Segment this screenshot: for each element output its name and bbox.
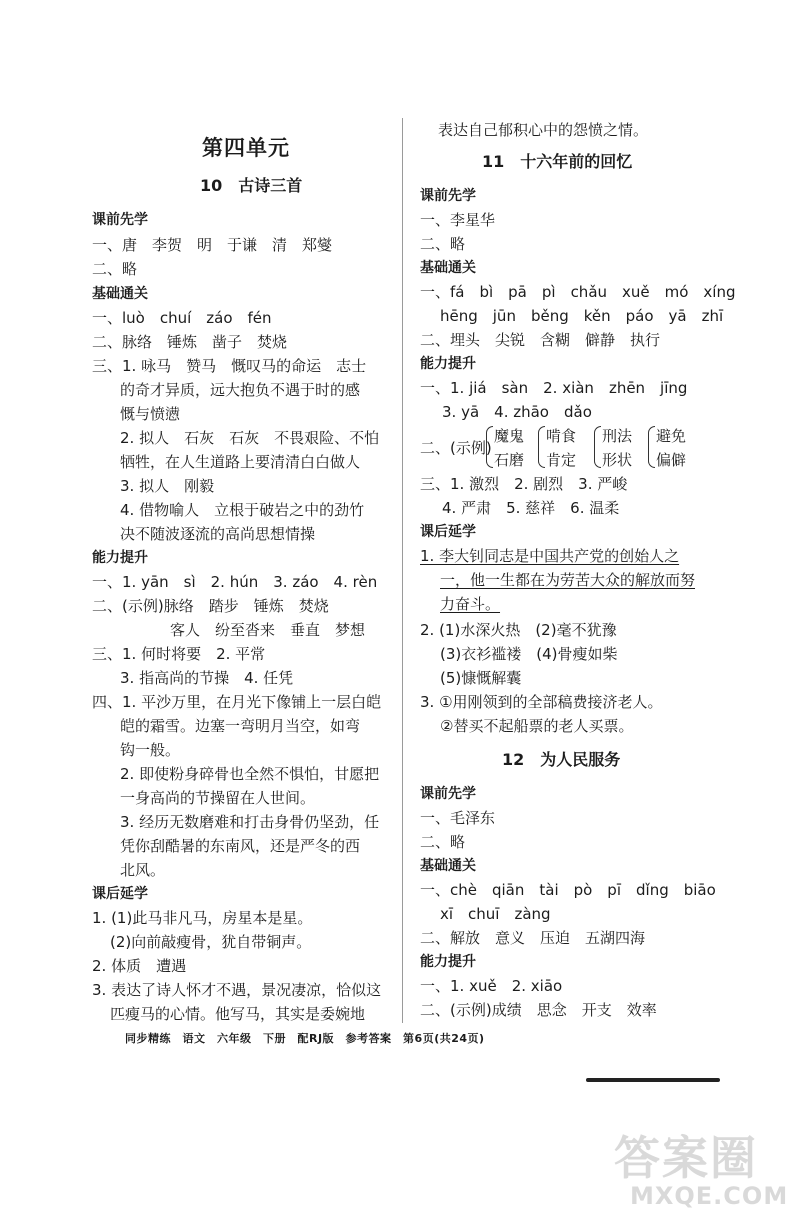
answer-line: 二、(示例)成绩 思念 开支 效率 [420,1001,657,1019]
answer-line: 四、1. 平沙万里，在月光下像铺上一层白皑 [92,693,382,711]
watermark-domain: MXQE.COM [630,1182,789,1210]
answer-line: 一、1. yān sì 2. hún 3. záo 4. rèn [92,573,378,591]
answer-line: hēng jūn běng kěn páo yā zhī [440,307,724,325]
watermark-logo [600,1118,790,1218]
answer-line: 3. 表达了诗人怀才不遇，景况凄凉，恰似这 [92,981,382,999]
answer-line: 凭你刮酷暑的东南风，还是严冬的西 [120,837,361,855]
brace [538,426,545,468]
answer-line: 牺牲，在人生道路上要清清白白做人 [120,453,361,471]
answer-line: 1. (1)此马非凡马，房星本是星。 [92,909,313,927]
answer-line: 二、略 [92,260,138,278]
answer-line: 2. 体质 遭遇 [92,957,187,975]
answer-line: (3)衣衫褴褛 (4)骨瘦如柴 [440,645,618,663]
section-heading-preview: 课前先学 [420,188,476,204]
answer-line: 3. 指高尚的节操 4. 任凭 [120,669,294,687]
section-heading-ability: 能力提升 [420,356,476,372]
answer-line: 北风。 [120,861,166,879]
lesson-10-title: 10 古诗三首 [200,176,303,195]
answer-line: (5)慷慨解囊 [440,669,522,687]
answer-line: 二、解放 意义 压迫 五湖四海 [420,929,646,947]
section-heading-ability: 能力提升 [92,550,148,566]
answer-line: 3. ①用刚领到的全部稿费接济老人。 [420,693,663,711]
answer-line: 一、唐 李贺 明 于谦 清 郑燮 [92,236,333,254]
answer-line: 一、fá bì pā pì chǎu xuě mó xíng [420,283,736,301]
word-pair-bottom: 形状 [602,451,633,469]
section-heading-extension: 课后延学 [420,524,476,540]
answer-line: 一、luò chuí záo fén [92,309,272,327]
word-pair-top: 啃食 [546,427,577,445]
answer-line: 二、略 [420,833,466,851]
answer-line: 二、略 [420,235,466,253]
answer-line: 表达自己郁积心中的怨愤之情。 [438,121,649,139]
answer-line: 一、李星华 [420,211,496,229]
answer-line: 二、(示例) [420,439,492,457]
answer-line: 一、chè qiān tài pò pī dǐng biāo [420,881,716,899]
page-footer: 同步精练 语文 六年级 下册 配RJ版 参考答案 第6页(共24页) [125,1032,485,1045]
watermark-text: 答案圈 [614,1131,758,1185]
brace [648,426,655,468]
answer-line: 客人 纷至沓来 垂直 梦想 [170,621,366,639]
answer-line: 三、1. 何时将要 2. 平常 [92,645,266,663]
section-heading-basic: 基础通关 [420,260,476,276]
answer-line: 2. 拟人 石灰 石灰 不畏艰险、不怕 [120,429,380,447]
answer-line: 3. 拟人 刚毅 [120,477,215,495]
section-heading-basic: 基础通关 [420,858,476,874]
answer-line: 3. 经历无数磨难和打击身骨仍坚劲，任 [120,813,380,831]
answer-line: 三、1. 激烈 2. 剧烈 3. 严峻 [420,475,628,493]
unit-title: 第四单元 [202,136,290,160]
answer-line: 一、1. jiá sàn 2. xiàn zhēn jīng [420,379,688,397]
answer-line: 的奇才异质，远大抱负不遇于时的感 [120,381,361,399]
brace [486,426,493,468]
word-pair-top: 魔鬼 [494,427,525,445]
answer-line: 一，他一生都在为劳苦大众的解放而努 [440,571,696,589]
word-pair-top: 避免 [656,427,687,445]
answer-line: 一、毛泽东 [420,809,496,827]
word-pair-top: 刑法 [602,427,633,445]
answer-line: 二、(示例)脉络 踏步 锤炼 焚烧 [92,597,329,615]
answer-line: 三、1. 咏马 赞马 慨叹马的命运 志士 [92,357,367,375]
brace [594,426,601,468]
section-heading-preview: 课前先学 [420,786,476,802]
lesson-12-title: 12 为人民服务 [502,750,621,769]
column-divider [402,118,403,1023]
answer-line: 慨与愤懑 [120,405,181,423]
section-heading-preview: 课前先学 [92,212,148,228]
lesson-11-title: 11 十六年前的回忆 [482,152,633,171]
section-heading-basic: 基础通关 [92,286,148,302]
section-heading-ability: 能力提升 [420,954,476,970]
answer-line: 钩一般。 [120,741,181,759]
word-pair-bottom: 石磨 [494,451,525,469]
word-pair-bottom: 肯定 [546,451,577,469]
word-pair-bottom: 偏僻 [656,451,687,469]
answer-line: 皑的霜雪。边塞一弯明月当空，如弯 [120,717,361,735]
section-heading-extension: 课后延学 [92,886,148,902]
answer-line: 2. 即使粉身碎骨也全然不惧怕，甘愿把 [120,765,380,783]
answer-line: 2. (1)水深火热 (2)毫不犹豫 [420,621,617,639]
answer-line: 4. 借物喻人 立根于破岩之中的劲竹 [120,501,365,519]
answer-line: 一、1. xuě 2. xiāo [420,977,563,995]
answer-line: 力奋斗。 [440,595,501,613]
answer-line: 1. 李大钊同志是中国共产党的创始人之 [420,547,680,565]
answer-line: xī chuī zàng [440,905,551,923]
answer-line: 匹瘦马的心情。他写马，其实是委婉地 [110,1005,366,1023]
answer-line: 3. yā 4. zhāo dǎo [442,403,592,421]
answer-line: ②替买不起船票的老人买票。 [440,717,634,735]
answer-line: 一身高尚的节操留在人世间。 [120,789,316,807]
answer-line: (2)向前敲瘦骨，犹自带铜声。 [110,933,312,951]
answer-line: 4. 严肃 5. 慈祥 6. 温柔 [442,499,620,517]
answer-line: 二、埋头 尖锐 含糊 僻静 执行 [420,331,661,349]
answer-line: 决不随波逐流的高尚思想情操 [120,525,316,543]
answer-line: 二、脉络 锤炼 凿子 焚烧 [92,333,288,351]
decorative-rule [586,1078,720,1082]
